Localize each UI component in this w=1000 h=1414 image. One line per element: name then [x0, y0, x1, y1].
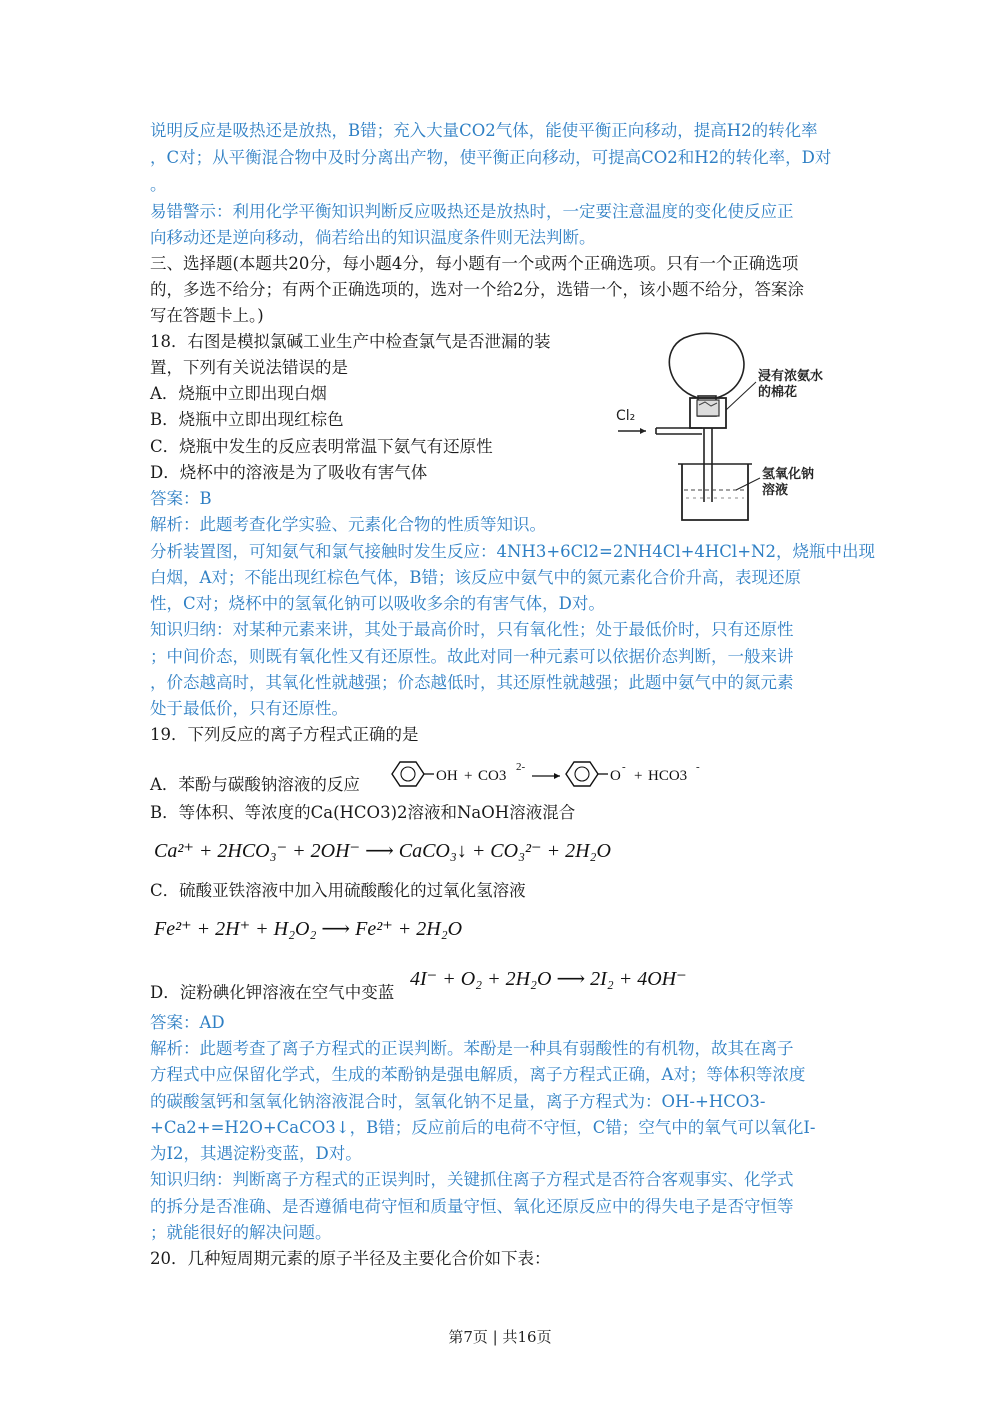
knowledge-line: 的拆分是否准确、是否遵循电荷守恒和质量守恒、氧化还原反应中的得失电子是否守恒等: [150, 1197, 794, 1216]
analysis-line: 解析：此题考查了离子方程式的正误判断。苯酚是一种具有弱酸性的有机物，故其在离子: [150, 1039, 794, 1058]
analysis-line: +Ca2+=H2O+CaCO3↓，B错；反应前后的电荷不守恒，C错；空气中的氧气可以氧化I-: [150, 1118, 816, 1137]
label-naoh: 溶液: [762, 483, 789, 498]
formula-co3-charge: 2-: [516, 761, 526, 773]
label-cotton: 浸有浓氨水: [758, 369, 824, 384]
equation-d: 4I⁻ + O₂ + 2H₂O ⟶ 2I₂ + 4OH⁻: [410, 968, 687, 990]
answer-19: 答案：AD: [150, 1013, 225, 1032]
question-18-stem: 18．右图是模拟氯碱工业生产中检查氯气是否泄漏的装: [150, 332, 551, 351]
equation-b: Ca²⁺ + 2HCO₃⁻ + 2OH⁻ ⟶ CaCO₃↓ + CO₃²⁻ + 2H₂O: [154, 840, 611, 862]
formula-plus: +: [464, 768, 473, 784]
formula-oh: OH: [436, 768, 458, 784]
formula-hco3-charge: -: [696, 761, 700, 773]
option-a: A．苯酚与碳酸钠溶液的反应: [150, 775, 360, 794]
option-c: C．硫酸亚铁溶液中加入用硫酸酸化的过氧化氢溶液: [150, 881, 526, 900]
text-line: 说明反应是吸热还是放热，B错；充入大量CO2气体，能使平衡正向移动，提高H2的转化率: [150, 121, 818, 140]
knowledge-line: ，价态越高时，其氧化性就越强；价态越低时，其还原性就越强；此题中氨气中的氮元素: [150, 673, 794, 692]
option-a: A．烧瓶中立即出现白烟: [150, 384, 327, 403]
question-20-stem: 20．几种短周期元素的原子半径及主要化合价如下表：: [150, 1249, 551, 1268]
option-b: B．烧瓶中立即出现红棕色: [150, 410, 344, 429]
knowledge-line: 处于最低价，只有还原性。: [150, 699, 348, 718]
label-naoh: 氢氧化钠: [762, 467, 815, 482]
formula-hco3: HCO3: [648, 768, 688, 784]
analysis-line: 为I2，其遇淀粉变蓝，D对。: [150, 1144, 362, 1163]
analysis-line: 解析：此题考查化学实验、元素化合物的性质等知识。: [150, 515, 546, 534]
analysis-line: 性，C对；烧杯中的氢氧化钠可以吸收多余的有害气体，D对。: [150, 594, 605, 613]
option-d: D．淀粉碘化钾溶液在空气中变蓝: [150, 983, 395, 1002]
option-c: C．烧瓶中发生的反应表明常温下氨气有还原性: [150, 437, 493, 456]
knowledge-line: ；中间价态，则既有氧化性又有还原性。故此对同一种元素可以依据价态判断，一般来讲: [150, 647, 794, 666]
page-footer: 第7页 | 共16页: [448, 1328, 552, 1346]
question-18-stem: 置，下列有关说法错误的是: [150, 358, 348, 377]
phenol-equation: [384, 756, 714, 792]
answer-18: 答案：B: [150, 489, 212, 508]
text-line: 。: [150, 175, 167, 194]
text-line: 易错警示：利用化学平衡知识判断反应吸热还是放热时，一定要注意温度的变化使反应正: [150, 202, 794, 221]
formula-co3: CO3: [478, 768, 507, 784]
analysis-line: 白烟，A对；不能出现红棕色气体，B错；该反应中氨气中的氮元素化合价升高，表现还原: [150, 568, 802, 587]
option-b: B．等体积、等浓度的Ca(HCO3)2溶液和NaOH溶液混合: [150, 803, 576, 822]
analysis-line: 的碳酸氢钙和氢氧化钠溶液混合时，氢氧化钠不足量，离子方程式为：OH-+HCO3-: [150, 1092, 766, 1111]
question-19-stem: 19．下列反应的离子方程式正确的是: [150, 725, 419, 744]
knowledge-line: 知识归纳：对某种元素来讲，其处于最高价时，只有氧化性；处于最低价时，只有还原性: [150, 620, 794, 639]
option-d: D．烧杯中的溶液是为了吸收有害气体: [150, 463, 428, 482]
text-line: 的，多选不给分；有两个正确选项的，选对一个给2分，选错一个，该小题不给分，答案涂: [150, 280, 804, 299]
text-line: ，C对；从平衡混合物中及时分离出产物，使平衡正向移动，可提高CO2和H2的转化率，D对: [150, 148, 832, 167]
analysis-line: 方程式中应保留化学式，生成的苯酚钠是强电解质，离子方程式正确，A对；等体积等浓度: [150, 1065, 806, 1084]
formula-o-charge: -: [622, 761, 626, 773]
formula-plus: +: [634, 768, 643, 784]
equation-c: Fe²⁺ + 2H⁺ + H₂O₂ ⟶ Fe²⁺ + 2H₂O: [154, 918, 463, 940]
apparatus-figure: [606, 330, 850, 530]
label-cl2: Cl₂: [616, 408, 636, 424]
text-line: 三、选择题(本题共20分，每小题4分，每小题有一个或两个正确选项。只有一个正确选项: [150, 254, 799, 273]
formula-o: O: [610, 768, 621, 784]
knowledge-line: 知识归纳：判断离子方程式的正误判时，关键抓住离子方程式是否符合客观事实、化学式: [150, 1170, 794, 1189]
knowledge-line: ；就能很好的解决问题。: [150, 1223, 332, 1242]
analysis-line: 分析装置图，可知氨气和氯气接触时发生反应：4NH3+6Cl2=2NH4Cl+4HCl+N2，烧瓶中出现: [150, 542, 875, 561]
label-cotton: 的棉花: [758, 385, 798, 400]
text-line: 写在答题卡上。): [150, 306, 264, 325]
text-line: 向移动还是逆向移动，倘若给出的知识温度条件则无法判断。: [150, 228, 596, 247]
